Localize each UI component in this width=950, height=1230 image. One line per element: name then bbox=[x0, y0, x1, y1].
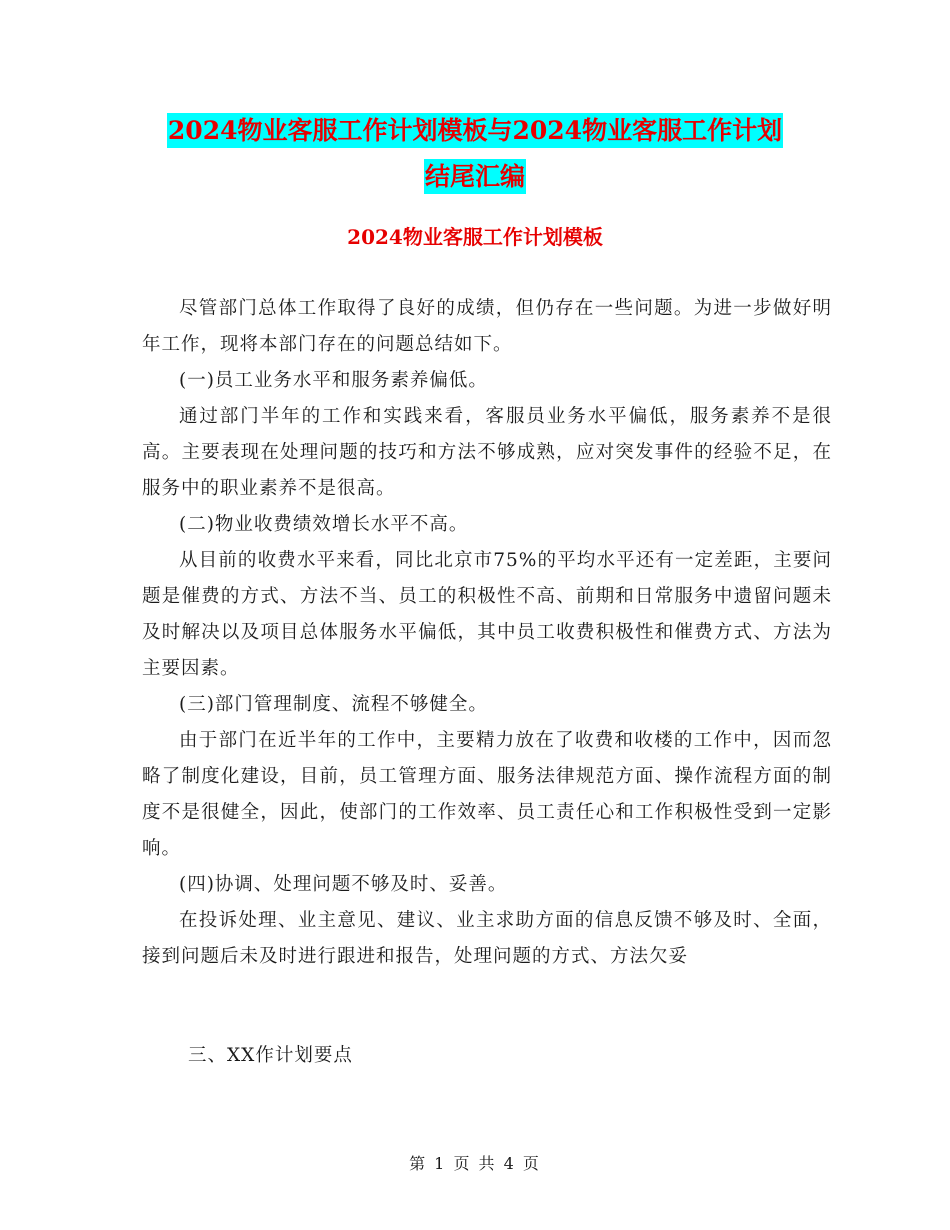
paragraph-intro: 尽管部门总体工作取得了良好的成绩，但仍存在一些问题。为进一步做好明年工作，现将本部门存在的问题总结如下。 bbox=[142, 298, 832, 355]
paragraph-heading-3: (三)部门管理制度、流程不够健全。 bbox=[179, 694, 488, 715]
paragraph-body-3: 由于部门在近半年的工作中，主要精力放在了收费和收楼的工作中，因而忽略了制度化建设，目前，员工管理方面、服务法律规范方面、操作流程方面的制度不是很健全，因此，使部门的工作效率、员工责任心和工作积极性受到一定影响。 bbox=[142, 730, 832, 859]
paragraph-body-1: 通过部门半年的工作和实践来看，客服员业务水平偏低，服务素养不是很高。主要表现在处理问题的技巧和方法不够成熟，应对突发事件的经验不足，在服务中的职业素养不是很高。 bbox=[142, 406, 832, 499]
paragraph-body-4: 在投诉处理、业主意见、建议、业主求助方面的信息反馈不够及时、全面，接到问题后未及时进行跟进和报告，处理问题的方式、方法欠妥 bbox=[142, 910, 832, 967]
page-footer: 第 1 页 共 4 页 bbox=[409, 1154, 541, 1173]
section-title: 2024物业客服工作计划模板 bbox=[347, 225, 603, 249]
paragraph-body-2: 从目前的收费水平来看，同比北京市75%的平均水平还有一定差距，主要问题是催费的方式、方法不当、员工的积极性不高、前期和日常服务中遗留问题未及时解决以及项目总体服务水平偏低，其中员工收费积极性和催费方式、方法为主要因素。 bbox=[142, 550, 832, 679]
document-title-line-2: 结尾汇编 bbox=[424, 159, 526, 194]
document-body bbox=[142, 291, 832, 975]
document-title bbox=[0, 108, 950, 200]
document-title-line-1: 2024物业客服工作计划模板与2024物业客服工作计划 bbox=[167, 113, 783, 148]
plan-heading: 三、XX作计划要点 bbox=[188, 1045, 353, 1066]
paragraph-heading-4: (四)协调、处理问题不够及时、妥善。 bbox=[179, 874, 508, 895]
paragraph-heading-1: (一)员工业务水平和服务素养偏低。 bbox=[179, 370, 488, 391]
paragraph-heading-2: (二)物业收费绩效增长水平不高。 bbox=[179, 514, 469, 535]
